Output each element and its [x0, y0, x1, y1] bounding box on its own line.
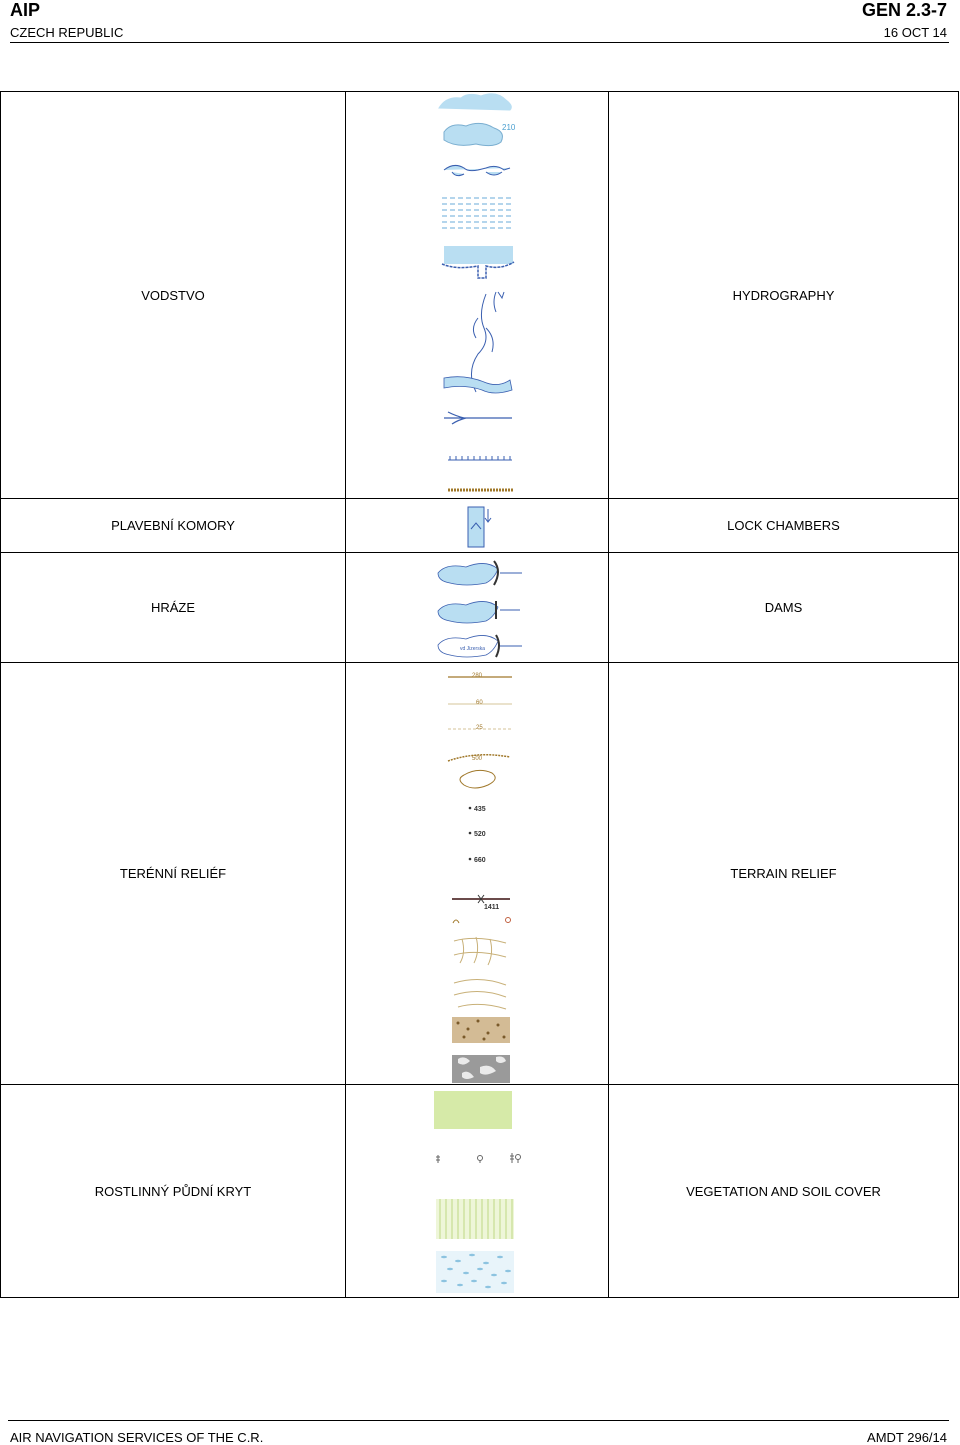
- spot-height-435: 435: [474, 806, 486, 813]
- lock-chamber-symbol: [346, 499, 609, 553]
- orchard-symbol: [436, 1199, 514, 1239]
- scarp-symbol: [454, 979, 506, 1009]
- spot-height-660: 660: [474, 857, 486, 864]
- pass-height-1411: 1411: [484, 904, 500, 911]
- lake-symbol: [439, 94, 511, 110]
- reservoir-bank-symbol: [442, 262, 514, 278]
- river-system-symbol: [471, 292, 496, 392]
- legend-row-vegetation: [1, 1085, 959, 1298]
- page-header: [10, 0, 947, 22]
- reservoir-fill-symbol: [444, 246, 513, 264]
- dam-name-label: vd Jizerska: [460, 646, 486, 652]
- contour-label-500: 500: [472, 756, 483, 762]
- lock-chambers-symbols: [346, 499, 609, 553]
- legend-row-lock-chambers: [1, 499, 959, 553]
- aip-title: AIP: [10, 0, 41, 20]
- legend-cz-label: HRÁZE: [1, 553, 346, 663]
- vegetation-symbol-set: [346, 1085, 609, 1298]
- contour-label-280: 280: [472, 673, 483, 679]
- tree-symbols: [436, 1153, 521, 1163]
- legend-row-dams: [1, 553, 959, 663]
- legend-cz-label: PLAVEBNÍ KOMORY: [1, 499, 346, 553]
- header-divider: [10, 42, 949, 43]
- legend-en-label: DAMS: [609, 553, 959, 663]
- legend-en-label: LOCK CHAMBERS: [609, 499, 959, 553]
- canal-symbol: [444, 412, 512, 424]
- legend-en-label: TERRAIN RELIEF: [609, 663, 959, 1085]
- lake-with-elevation-symbol: [444, 123, 502, 145]
- legend-en-label: HYDROGRAPHY: [609, 92, 959, 499]
- legend-cz-label: ROSTLINNÝ PŮDNÍ KRYT: [1, 1085, 346, 1298]
- spot-height-520: 520: [474, 831, 486, 838]
- page-subheader: [10, 24, 947, 42]
- contour-label-25: 25: [476, 725, 483, 731]
- effective-date: 16 OCT 14: [883, 25, 947, 40]
- publisher-name: AIR NAVIGATION SERVICES OF THE C.R.: [10, 1430, 264, 1445]
- lake-elevation-label: 210: [502, 123, 516, 132]
- legend-row-hydrography: [1, 92, 959, 499]
- footer-divider: [8, 1420, 949, 1421]
- country-name: CZECH REPUBLIC: [10, 25, 124, 40]
- embankment-symbol: [448, 456, 512, 460]
- vegetation-symbols: [346, 1085, 609, 1298]
- dam-symbol-set: [346, 553, 609, 663]
- legend-cz-label: TERÉNNÍ RELIÉF: [1, 663, 346, 1085]
- scree-symbol: [452, 1017, 510, 1043]
- dam-lake-2: [438, 601, 498, 623]
- hydrography-symbols: [346, 92, 609, 499]
- depression-symbol: [460, 770, 495, 788]
- hydrography-symbol-set: [346, 92, 609, 499]
- dams-symbols: [346, 553, 609, 663]
- contour-label-60: 60: [476, 700, 483, 706]
- river-flow-arrow: [498, 292, 504, 298]
- legend-en-label: VEGETATION AND SOIL COVER: [609, 1085, 959, 1298]
- intermittent-lake-symbol: [444, 165, 510, 175]
- forest-area-symbol: [434, 1091, 512, 1129]
- section-number: GEN 2.3-7: [861, 0, 947, 20]
- terrain-symbol-set: [346, 663, 609, 1085]
- legend-cz-label: VODSTVO: [1, 92, 346, 499]
- amendment-number: AMDT 296/14: [867, 1430, 947, 1445]
- legend-table: [0, 91, 959, 1298]
- dam-lake-1: [438, 563, 498, 585]
- legend-row-terrain-relief: [1, 663, 959, 1085]
- terrain-relief-symbols: [346, 663, 609, 1085]
- rocky-slope-symbol: [454, 937, 506, 965]
- page-footer: [10, 1430, 947, 1445]
- wide-river-symbol: [444, 377, 512, 393]
- marsh-symbol: [442, 198, 512, 228]
